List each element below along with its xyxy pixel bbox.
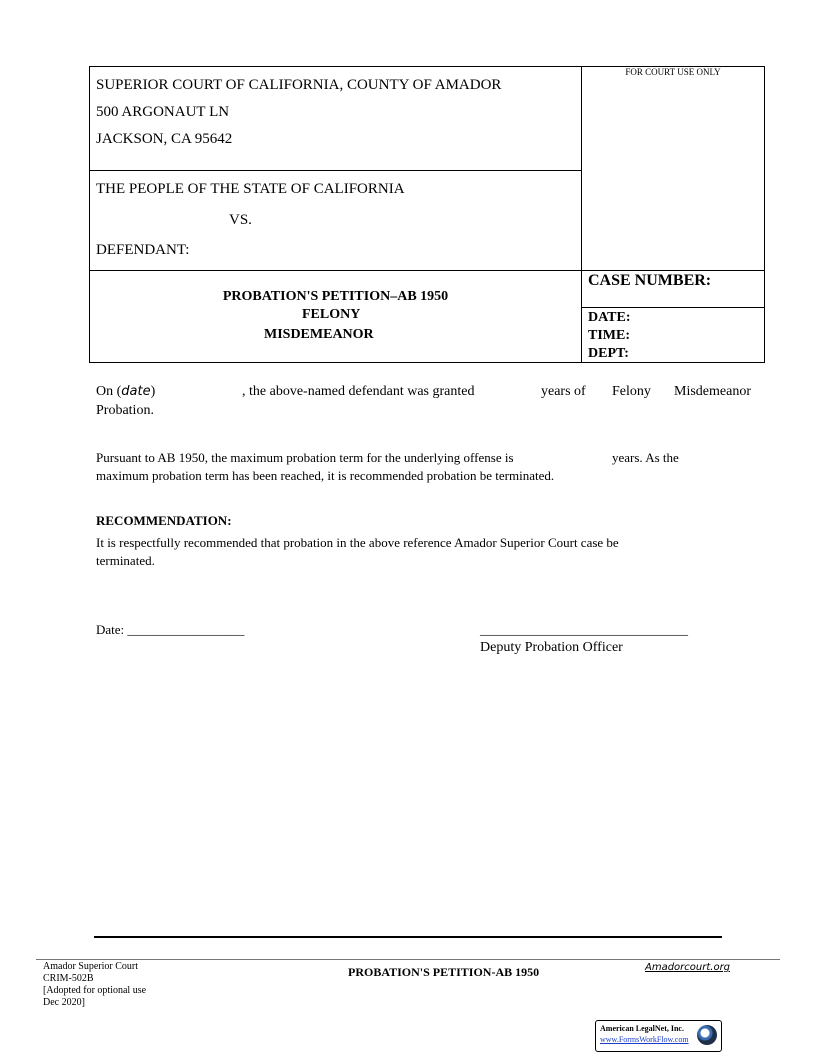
vendor-url[interactable]: www.FormsWorkFlow.com — [600, 1035, 689, 1044]
max-term-line2: maximum probation term has been reached, it is recommended probation be terminated. — [96, 468, 555, 483]
form-title-line1: PROBATION'S PETITION–AB 1950 — [222, 289, 449, 304]
close-paren: ) — [150, 384, 156, 399]
plaintiff-name: THE PEOPLE OF THE STATE OF CALIFORNIA — [96, 181, 405, 197]
hearing-time-label: TIME: — [588, 328, 630, 343]
footer-thin-rule — [36, 959, 780, 960]
years-of-label: years of — [541, 384, 586, 399]
max-term-line1: Pursuant to AB 1950, the maximum probation term for the underlying offense is — [96, 450, 514, 465]
recommendation-line1: It is respectfully recommended that probation in the above reference Amador Superior Court case be — [96, 535, 619, 550]
footer-adopted-line1: [Adopted for optional use — [43, 985, 147, 996]
vendor-badge[interactable] — [595, 1020, 722, 1052]
footer-form-title: PROBATION'S PETITION-AB 1950 — [348, 965, 540, 979]
court-use-label: FOR COURT USE ONLY — [625, 67, 721, 77]
footer-website-link[interactable]: Amadorcourt.org — [645, 962, 731, 973]
officer-signature-blank[interactable]: ________________________________ — [480, 622, 688, 637]
court-address-line1: 500 ARGONAUT LN — [96, 104, 230, 120]
vendor-logo-icon — [697, 1025, 717, 1045]
court-address-line2: JACKSON, CA 95642 — [96, 131, 233, 147]
on-label: On ( — [96, 384, 122, 399]
date-italic-label: date — [121, 384, 151, 399]
recommendation-heading: RECOMMENDATION: — [96, 513, 232, 528]
case-number-label: CASE NUMBER: — [588, 272, 712, 289]
versus-label: VS. — [229, 212, 252, 228]
max-term-years-label: years. As the — [612, 450, 679, 465]
recommendation-line2: terminated. — [96, 553, 155, 568]
officer-signature-label: Deputy Probation Officer — [480, 640, 623, 655]
form-title-felony: FELONY — [302, 307, 361, 322]
court-name: SUPERIOR COURT OF CALIFORNIA, COUNTY OF AMADOR — [96, 77, 502, 93]
signature-date-label: Date: — [96, 622, 128, 637]
grant-paragraph — [96, 384, 766, 404]
grant-text: , the above-named defendant was granted — [242, 384, 475, 399]
hearing-dept-label: DEPT: — [588, 346, 629, 361]
signature-date-blank[interactable]: __________________ — [127, 622, 245, 637]
court-use-box — [581, 66, 765, 271]
footer-court: Amador Superior Court — [43, 961, 138, 972]
misdemeanor-option[interactable]: Misdemeanor — [674, 384, 751, 399]
felony-option[interactable]: Felony — [612, 384, 651, 399]
footer-form-number: CRIM-502B — [43, 973, 94, 984]
defendant-label: DEFENDANT: — [96, 242, 190, 258]
footer-adopted-line2: Dec 2020] — [43, 997, 85, 1008]
probation-word: Probation. — [96, 403, 154, 418]
hearing-date-label: DATE: — [588, 310, 631, 325]
vendor-name: American LegalNet, Inc. — [600, 1024, 684, 1033]
form-title-misdemeanor: MISDEMEANOR — [264, 327, 374, 342]
footer-thick-rule — [94, 936, 722, 938]
signature-date-row — [96, 622, 244, 638]
